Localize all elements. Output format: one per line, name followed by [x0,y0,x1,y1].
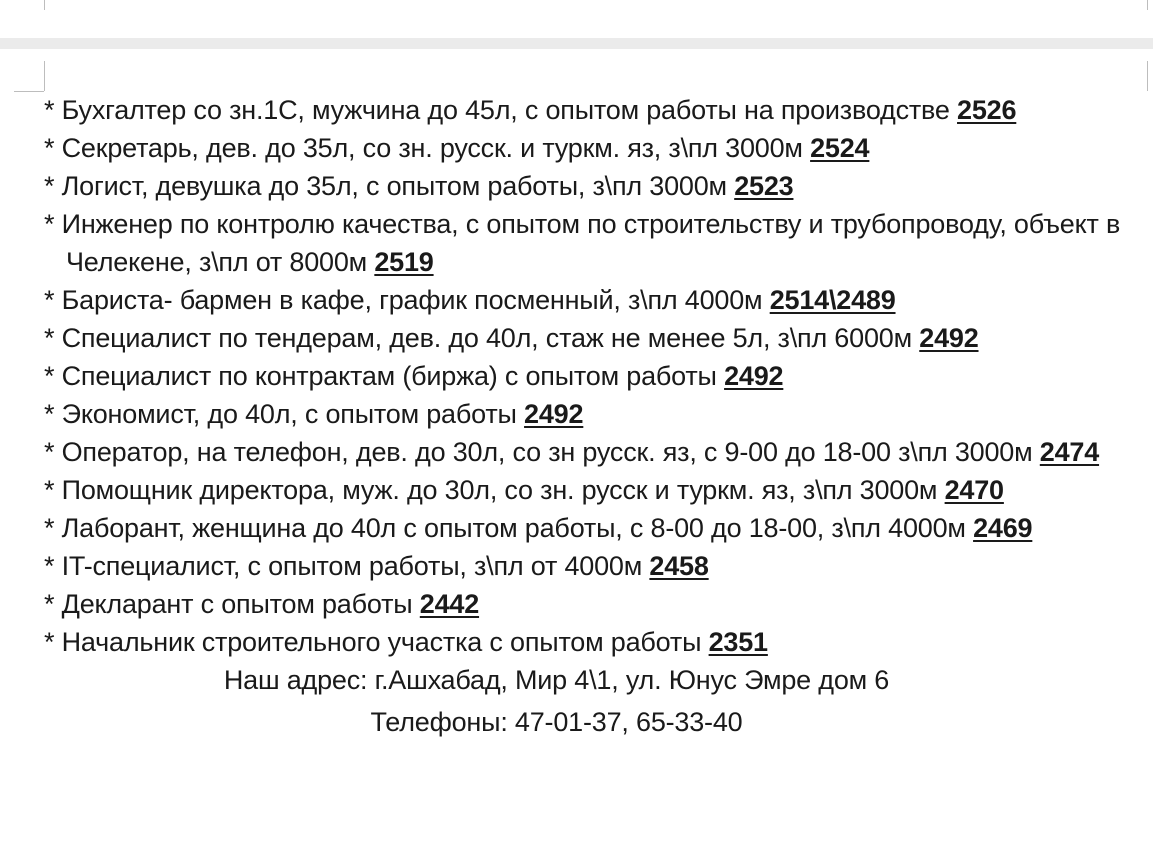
vacancy-text: * Экономист, до 40л, с опытом работы [44,399,525,429]
crop-mark-top-right [1147,0,1148,10]
vacancy-code: 2519 [374,247,434,277]
address-line: Наш адрес: г.Ашхабад, Мир 4\1, ул. Юнус Эмре дом 6 [223,665,890,695]
vacancy-item [44,319,1129,357]
vacancy-text: * Помощник директора, муж. до 30л, со зн. русск и туркм. яз, з\пл 3000м [44,475,945,505]
vacancy-text: * Бариста- бармен в кафе, график посменный, з\пл 4000м [44,285,770,315]
vacancy-code: 2351 [708,627,768,657]
vacancy-item [44,471,1129,509]
vacancy-text: * Инженер по контролю качества, с опытом по строительству и трубопроводу, объект в [44,209,1121,239]
phones-line: Телефоны: 47-01-37, 65-33-40 [370,707,743,737]
vacancy-item [44,205,1129,281]
vacancy-text: * Начальник строительного участка с опытом работы [44,627,709,657]
crop-mark-left-vertical [44,61,45,91]
vacancy-item [44,281,1129,319]
vacancy-text: * Секретарь, дев. до 35л, со зн. русск. и туркм. яз, з\пл 3000м [44,133,811,163]
vacancy-code: 2442 [419,589,480,619]
vacancy-text: * Бухгалтер со зн.1С, мужчина до 45л, с опытом работы на производстве [44,95,958,125]
vacancy-code: 2458 [649,551,709,581]
vacancy-item [44,357,1129,395]
vacancy-item [44,547,1129,585]
crop-mark-right-vertical [1147,61,1148,91]
vacancy-code: 2492 [724,361,784,391]
vacancy-code: 2523 [734,171,794,201]
document-page [0,49,1153,853]
crop-mark-top-left [44,0,45,10]
vacancy-item [44,167,1129,205]
vacancy-text: * Логист, девушка до 35л, с опытом работы, з\пл 3000м [44,171,735,201]
previous-page-bottom [0,0,1153,38]
vacancy-text: * Специалист по тендерам, дев. до 40л, стаж не менее 5л, з\пл 6000м [44,323,920,353]
vacancy-text: * IT-специалист, с опытом работы, з\пл от 4000м [44,551,650,581]
vacancy-item [44,585,1129,623]
vacancy-item [44,433,1129,471]
vacancy-list [44,91,1129,741]
vacancy-text: * Декларант с опытом работы [44,589,420,619]
page-separator [0,38,1153,49]
vacancy-code: 2469 [973,513,1033,543]
vacancy-text: * Лаборант, женщина до 40л с опытом работы, с 8-00 до 18-00, з\пл 4000м [44,513,974,543]
vacancy-item [44,129,1129,167]
vacancy-code: 2474 [1039,437,1100,467]
vacancy-code: 2470 [944,475,1004,505]
vacancy-continuation [44,243,1129,281]
vacancy-code: 2524 [810,133,870,163]
vacancy-text: * Оператор, на телефон, дев. до 30л, со зн русск. яз, с 9-00 до 18-00 з\пл 3000м [44,437,1040,467]
crop-mark-left-horizontal [14,91,44,92]
vacancy-item [44,91,1129,129]
vacancy-item [44,509,1129,547]
vacancy-code: 2526 [957,95,1017,125]
vacancy-item [44,623,1129,661]
vacancy-code: 2492 [919,323,979,353]
vacancy-text: * Специалист по контрактам (биржа) с опытом работы [44,361,725,391]
vacancy-continuation-text: Челекене, з\пл от 8000м [66,247,375,277]
vacancy-code: 2514\2489 [769,285,896,315]
vacancy-code: 2492 [524,399,584,429]
vacancy-item [44,395,1129,433]
